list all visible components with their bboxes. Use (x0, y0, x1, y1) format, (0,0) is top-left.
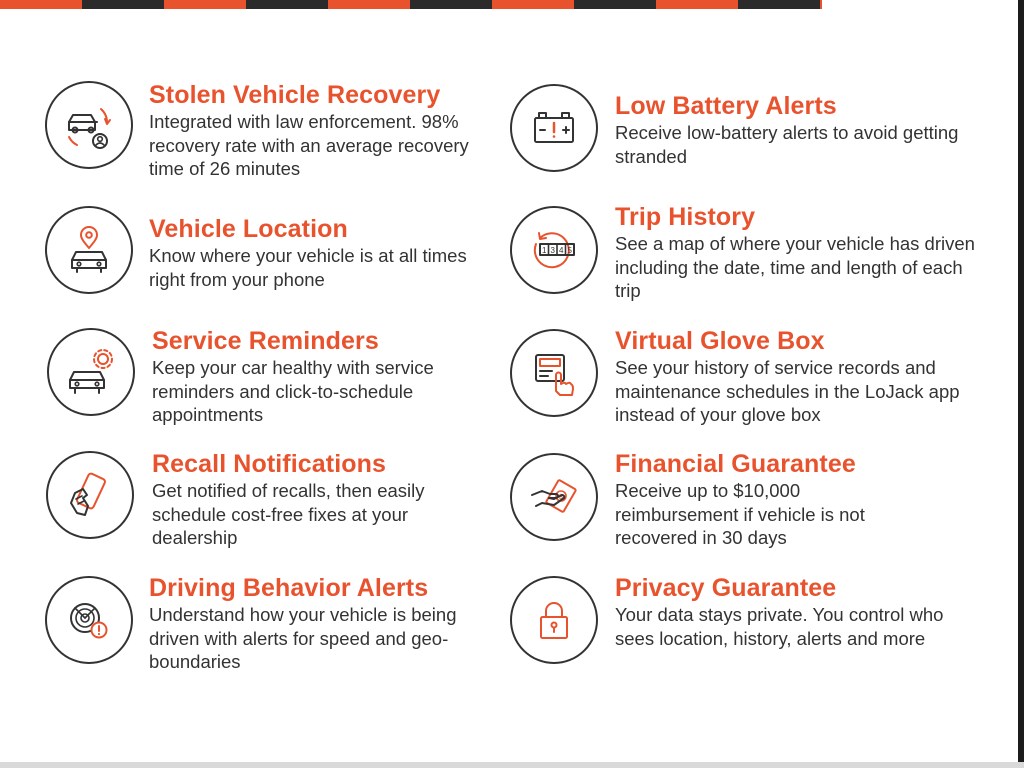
svg-text:$: $ (559, 494, 563, 501)
feature-title: Low Battery Alerts (615, 92, 837, 120)
feature-description: Receive low-battery alerts to avoid getting stranded (615, 122, 959, 167)
feature-title: Stolen Vehicle Recovery (149, 81, 441, 109)
padlock-icon (510, 576, 598, 664)
car-theft-recovery-icon (45, 81, 133, 169)
hand-money-icon (510, 453, 598, 541)
feature-title: Recall Notifications (152, 450, 386, 478)
feature-title: Financial Guarantee (615, 450, 856, 478)
feature-description: Get notified of recalls, then easily schedule cost-free fixes at your dealership (152, 480, 425, 548)
svg-text:5: 5 (567, 246, 572, 255)
svg-text:1: 1 (541, 246, 547, 255)
feature-title: Vehicle Location (149, 215, 348, 243)
feature-description: See your history of service records and maintenance schedules in the LoJack app instead of your glove box (615, 357, 960, 425)
speed-alert-icon (45, 576, 133, 664)
feature-description: Receive up to $10,000 reimbursement if vehicle is not recovered in 30 days (615, 480, 865, 548)
car-gear-icon (47, 328, 135, 416)
document-tap-icon (510, 329, 598, 417)
feature-title: Service Reminders (152, 327, 379, 355)
feature-title: Trip History (615, 203, 756, 231)
feature-description: See a map of where your vehicle has driven including the date, time and length of each trip (615, 233, 975, 301)
map-pin-car-icon (45, 206, 133, 294)
feature-title: Privacy Guarantee (615, 574, 837, 602)
svg-text:3: 3 (550, 246, 555, 255)
feature-title: Virtual Glove Box (615, 327, 825, 355)
phone-in-hand-icon (46, 451, 134, 539)
odometer-icon (510, 206, 598, 294)
feature-description: Keep your car healthy with service reminders and click-to-schedule appointments (152, 357, 434, 425)
feature-description: Understand how your vehicle is being driven with alerts for speed and geo-boundaries (149, 604, 457, 672)
right-edge (1018, 0, 1024, 768)
feature-description: Integrated with law enforcement. 98% recovery rate with an average recovery time of 26 minutes (149, 111, 469, 179)
feature-title: Driving Behavior Alerts (149, 574, 429, 602)
feature-description: Know where your vehicle is at all times right from your phone (149, 245, 467, 290)
car-battery-icon (510, 84, 598, 172)
top-stripe (0, 0, 822, 9)
feature-description: Your data stays private. You control who sees location, history, alerts and more (615, 604, 944, 649)
svg-text:4: 4 (558, 246, 564, 255)
bottom-strip (0, 762, 1024, 768)
